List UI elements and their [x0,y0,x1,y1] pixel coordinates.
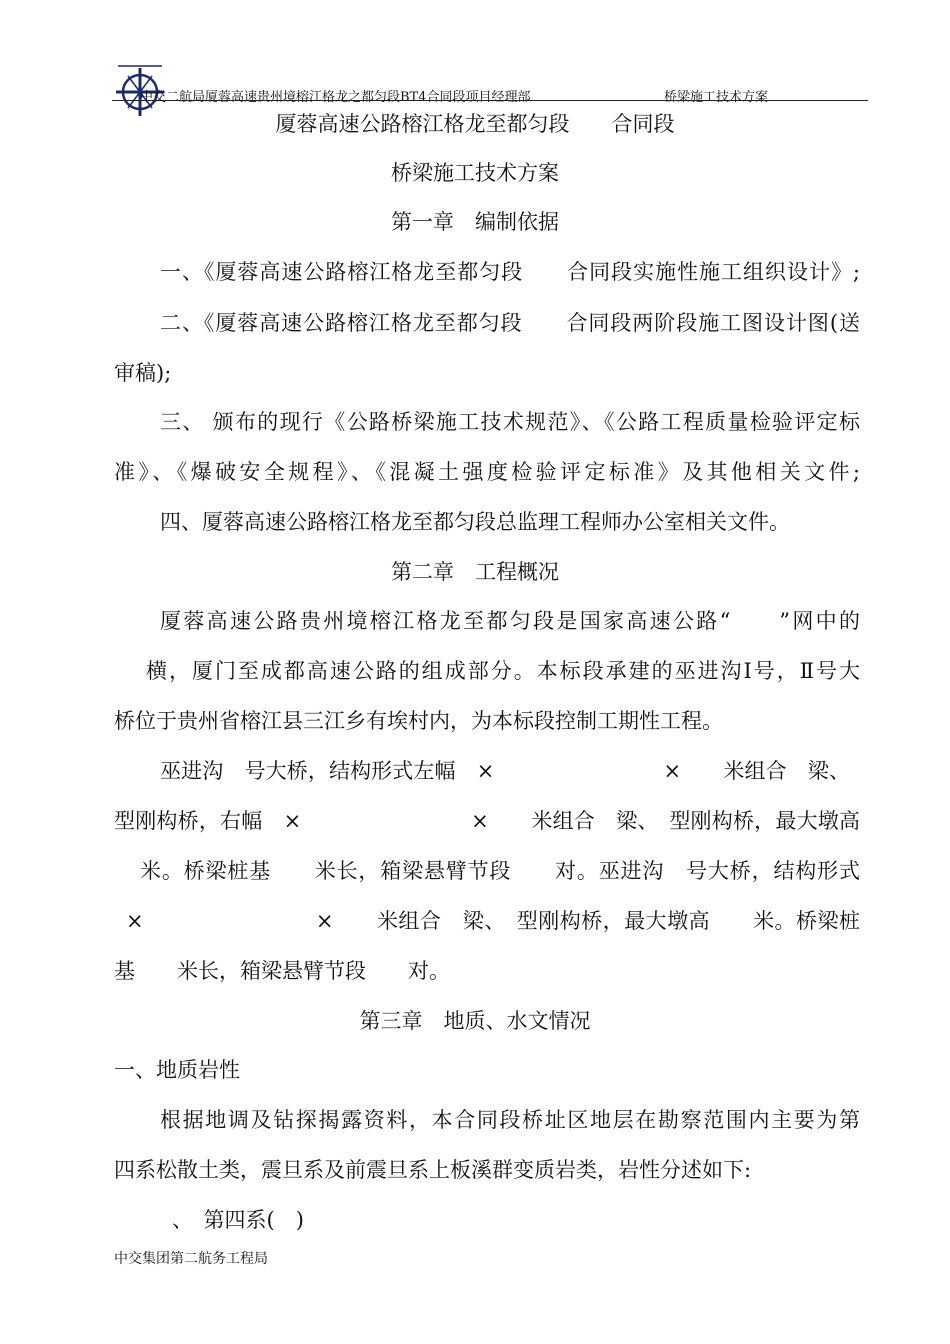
ch2-para1-line2: 横，厦门至成都高速公路的组成部分。本标段承建的巫进沟Ⅰ号，Ⅱ号大 [146,659,860,683]
ch2-para2-line1: 巫进沟 号大桥，结构形式左幅 × × 米组合 梁、 [160,759,850,783]
chapter-1-heading: 第一章 编制依据 [391,210,559,234]
ch2-para1-line1: 厦蓉高速公路贵州境榕江格龙至都匀段是国家高速公路“ ”网中的 [160,609,860,633]
chapter-2-heading: 第二章 工程概况 [391,560,559,584]
ch2-para2-line5: 基 米长，箱梁悬臂节段 对。 [114,959,450,983]
ch1-item-2-line1: 二、《厦蓉高速公路榕江格龙至都匀段 合同段两阶段施工图设计图(送 [160,311,860,335]
ch2-para1-line3: 桥位于贵州省榕江县三江乡有埃村内，为本标段控制工期性工程。 [114,709,723,733]
ch1-item-2-line2: 审稿); [114,361,172,385]
document-title: 厦蓉高速公路榕江格龙至都匀段 合同段 [275,112,675,136]
ch3-list-item: 、 第四系( ) [172,1208,304,1232]
chapter-3-heading: 第三章 地质、水文情况 [359,1009,591,1033]
ch2-para2-line4: × × 米组合 梁、 型刚构桥，最大墩高 米。桥梁桩 [126,909,860,933]
ch1-item-3-line2: 准》、《爆破安全规程》、《混凝土强度检验评定标准》及其他相关文件; [114,460,860,484]
header-project-name: 中交二航局厦蓉高速贵州境榕江格龙之都匀段BT4合同段项目经理部 [140,90,531,105]
footer-company: 中交集团第二航务工程局 [114,1251,268,1267]
ch1-item-1: 一、《厦蓉高速公路榕江格龙至都匀段 合同段实施性施工组织设计》; [160,260,860,284]
header-divider [112,100,868,101]
ch3-section-1-heading: 一、地质岩性 [114,1058,240,1082]
ch2-para2-line3: 米。桥梁桩基 米长，箱梁悬臂节段 对。巫进沟 号大桥，结构形式 [140,859,860,883]
ch1-item-4: 四、厦蓉高速公路榕江格龙至都匀段总监理工程师办公室相关文件。 [160,510,790,534]
ch3-para1-line2: 四系松散土类，震旦系及前震旦系上板溪群变质岩类，岩性分述如下: [114,1158,752,1182]
ch2-para2-line2: 型刚构桥，右幅 × × 米组合 梁、 型刚构桥，最大墩高 [114,809,860,833]
ch1-item-3-line1: 三、 颁布的现行《公路桥梁施工技术规范》、《公路工程质量检验评定标 [160,410,860,434]
document-subtitle: 桥梁施工技术方案 [391,161,559,185]
ch3-para1-line1: 根据地调及钻探揭露资料，本合同段桥址区地层在勘察范围内主要为第 [160,1108,860,1132]
header-doc-title: 桥梁施工技术方案 [664,90,769,105]
